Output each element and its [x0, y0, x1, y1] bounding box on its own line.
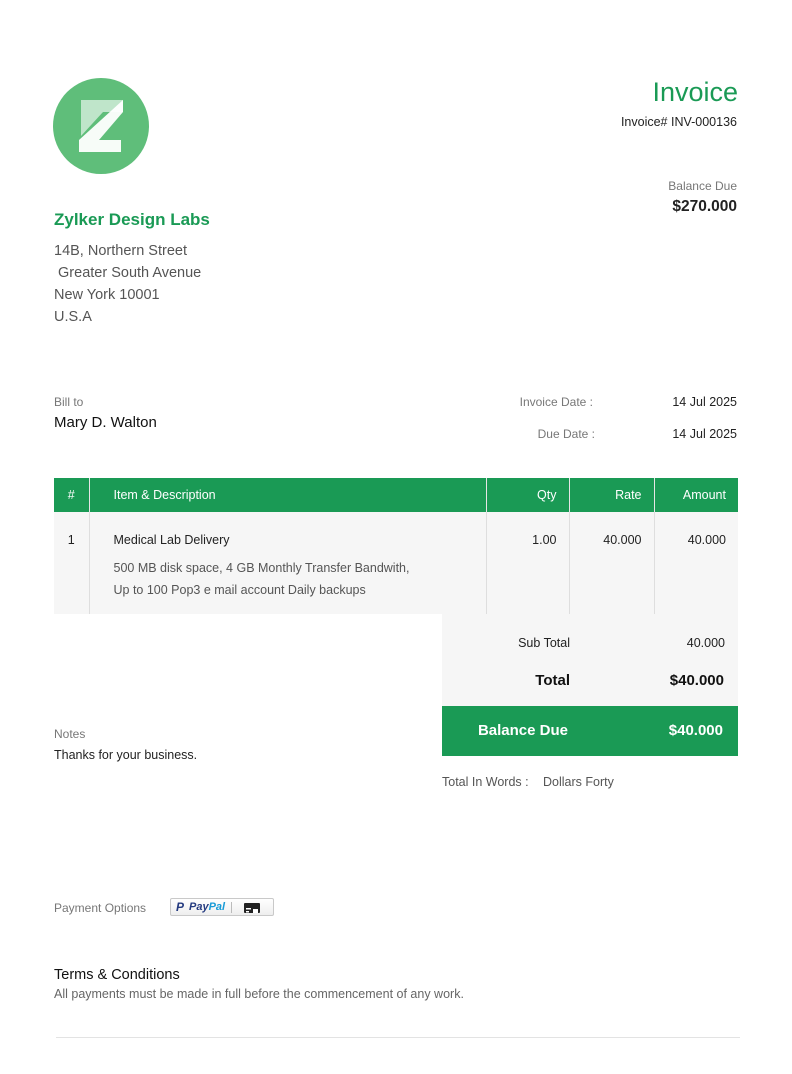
header-rate: Rate [569, 478, 654, 512]
paypal-icon: P [176, 900, 185, 914]
company-logo [53, 78, 149, 174]
row-num: 1 [54, 512, 89, 614]
totals-panel [442, 614, 738, 706]
row-amount: 40.000 [654, 512, 738, 614]
company-name: Zylker Design Labs [54, 210, 210, 229]
terms-text: All payments must be made in full before the commencement of any work. [54, 987, 464, 1001]
paypal-button[interactable] [170, 898, 274, 916]
address-line: U.S.A [54, 309, 92, 325]
subtotal-value: 40.000 [686, 636, 725, 650]
footer-divider [56, 1037, 740, 1038]
invoice-date-label: Invoice Date : [519, 395, 593, 409]
row-item [89, 512, 486, 614]
notes-label: Notes [54, 727, 86, 741]
header-item: Item & Description [89, 478, 486, 512]
paypal-wordmark [189, 901, 225, 913]
header-qty: Qty [486, 478, 569, 512]
due-date-label: Due Date : [537, 427, 595, 441]
subtotal-label: Sub Total [518, 636, 570, 650]
total-in-words-value: Dollars Forty [543, 775, 614, 789]
row-qty: 1.00 [486, 512, 569, 614]
payment-options-label: Payment Options [54, 901, 147, 915]
invoice-title: Invoice [652, 77, 738, 107]
item-description [114, 557, 486, 601]
bill-to-label: Bill to [54, 395, 84, 409]
paypal-pay: Pay [189, 901, 209, 913]
item-name: Medical Lab Delivery [113, 533, 230, 547]
paypal-pal: Pal [208, 901, 226, 913]
item-desc-line: 500 MB disk space, 4 GB Monthly Transfer Bandwith, [113, 561, 410, 575]
balance-due-total-label: Balance Due [477, 722, 568, 739]
balance-due-total-value: $40.000 [668, 722, 723, 739]
line-items-table [54, 478, 738, 614]
address-line: New York 10001 [54, 287, 160, 303]
table-row [54, 512, 738, 614]
invoice-number: Invoice# INV-000136 [620, 115, 737, 129]
header-num: # [54, 478, 89, 512]
paypal-divider [231, 902, 232, 913]
bill-to-name: Mary D. Walton [54, 414, 157, 431]
balance-due-label: Balance Due [668, 179, 737, 193]
card-icon [244, 903, 260, 913]
due-date-value: 14 Jul 2025 [672, 427, 737, 441]
row-rate: 40.000 [569, 512, 654, 614]
item-desc-line: Up to 100 Pop3 e mail account Daily backups [113, 583, 366, 597]
table-header-row [54, 478, 738, 512]
total-value: $40.000 [669, 672, 724, 689]
address-line: Greater South Avenue [54, 265, 202, 281]
total-in-words-label: Total In Words : [442, 775, 529, 789]
balance-due-value: $270.000 [672, 198, 737, 215]
header-amount: Amount [654, 478, 738, 512]
terms-title: Terms & Conditions [54, 967, 180, 983]
invoice-date-value: 14 Jul 2025 [672, 395, 737, 409]
address-line: 14B, Northern Street [54, 243, 187, 259]
total-label: Total [535, 672, 570, 689]
z-logo-icon [53, 78, 149, 174]
notes-text: Thanks for your business. [54, 748, 198, 762]
company-address [54, 240, 201, 328]
